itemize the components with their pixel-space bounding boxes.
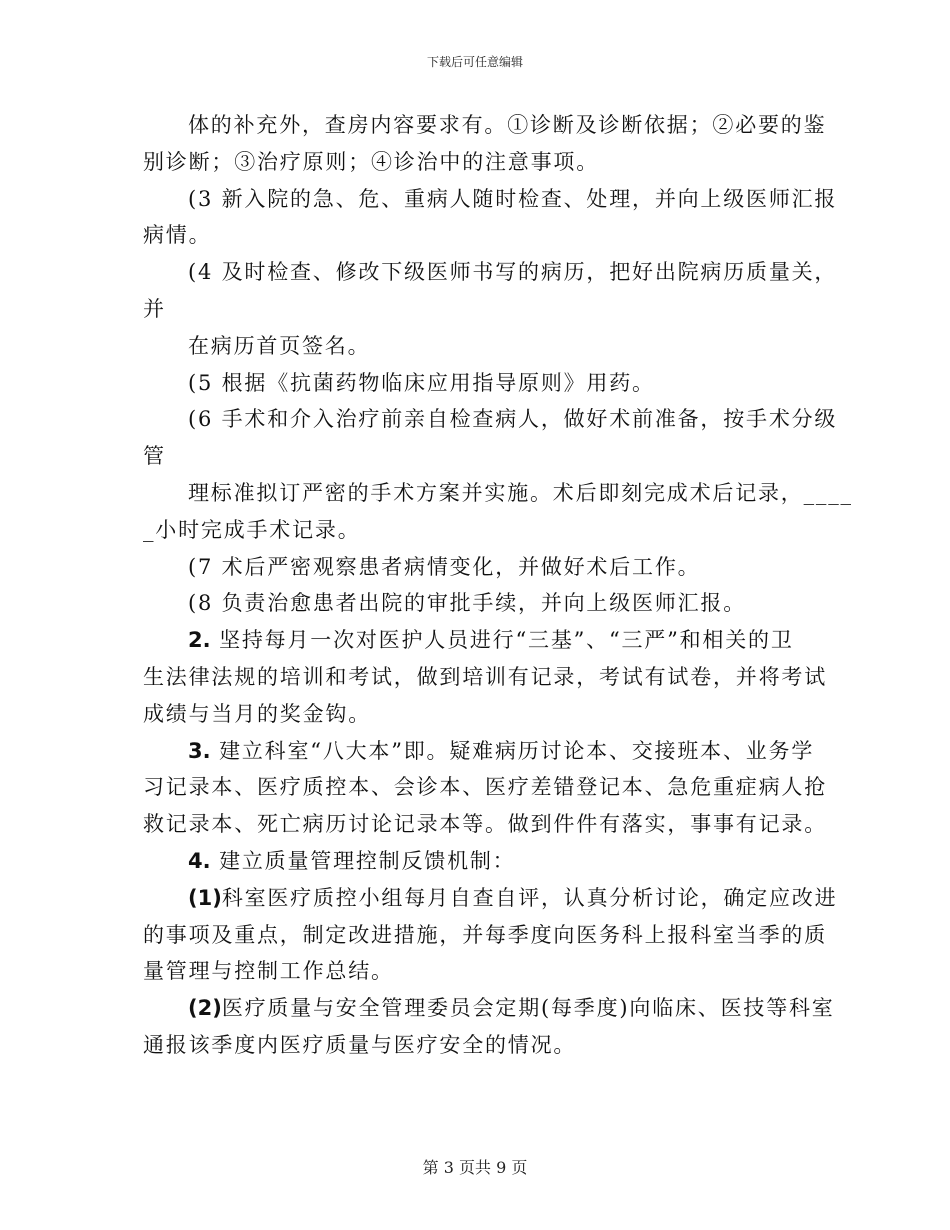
text-line: 救记录本、死亡病历讨论记录本等。做到件件有落实，事事有记录。 — [143, 812, 827, 837]
item-text: 医疗质量与安全管理委员会定期(每季度)向临床、医技等科室 — [221, 996, 835, 1021]
list-item-3 — [143, 733, 815, 770]
text-line: 习记录本、医疗质控本、会诊本、医疗差错登记本、急危重症病人抢 — [143, 775, 827, 800]
text-line: 量管理与控制工作总结。 — [143, 959, 394, 984]
sub-item-2 — [143, 990, 835, 1027]
text-line: 生法律法规的培训和考试，做到培训有记录，考试有试卷，并将考试 — [143, 664, 827, 689]
text-line: _小时完成手术记录。 — [143, 517, 361, 542]
text-line: (3 新入院的急、危、重病人随时检查、处理，并向上级医师汇报 — [188, 186, 838, 211]
text-line: 管 — [143, 444, 166, 469]
page-footer: 第 3 页共 9 页 — [422, 1158, 528, 1177]
text-line: (4 及时检查、修改下级医师书写的病历，把好出院病历质量关， — [188, 260, 838, 285]
text-line: (8 负责治愈患者出院的审批手续，并向上级医师汇报。 — [188, 591, 747, 616]
item-text: 建立质量管理控制反馈机制： — [219, 848, 516, 873]
text-line: (6 手术和介入治疗前亲自检查病人，做好术前准备，按手术分级 — [188, 407, 838, 432]
text-line: (7 术后严密观察患者病情变化，并做好术后工作。 — [188, 554, 701, 579]
sub-item-number: (2) — [188, 996, 222, 1021]
item-number: 2. — [188, 628, 211, 653]
sub-item-number: (1) — [188, 885, 222, 910]
text-line: 并 — [143, 296, 166, 321]
text-line: 理标准拟订严密的手术方案并实施。术后即刻完成术后记录，____ — [188, 480, 853, 505]
item-number: 3. — [188, 738, 211, 763]
item-text: 建立科室“八大本”即。疑难病历讨论本、交接班本、业务学 — [219, 738, 815, 763]
sub-item-1 — [143, 880, 838, 917]
text-line: 的事项及重点，制定改进措施，并每季度向医务科上报科室当季的质 — [143, 922, 827, 947]
text-line: 通报该季度内医疗质量与医疗安全的情况。 — [143, 1032, 577, 1057]
text-line: 别诊断；③治疗原则；④诊治中的注意事项。 — [143, 149, 599, 174]
text-line: 在病历首页签名。 — [188, 333, 371, 358]
document-body — [143, 107, 853, 1064]
text-line: 成绩与当月的奖金钩。 — [143, 701, 371, 726]
page-header: 下载后可任意编辑 — [426, 55, 523, 69]
text-line: 病情。 — [143, 223, 212, 248]
item-number: 4. — [188, 848, 211, 873]
list-item-2 — [143, 622, 809, 659]
item-text: 坚持每月一次对医护人员进行“三基”、“三严”和相关的卫 — [219, 628, 794, 653]
text-line: 体的补充外，查房内容要求有。①诊断及诊断依据；②必要的鉴 — [188, 113, 827, 137]
text-line: (5 根据《抗菌药物临床应用指导原则》用药。 — [188, 370, 655, 395]
list-item-4 — [143, 843, 809, 880]
item-text: 科室医疗质控小组每月自查自评，认真分析讨论，确定应改进 — [221, 885, 838, 910]
